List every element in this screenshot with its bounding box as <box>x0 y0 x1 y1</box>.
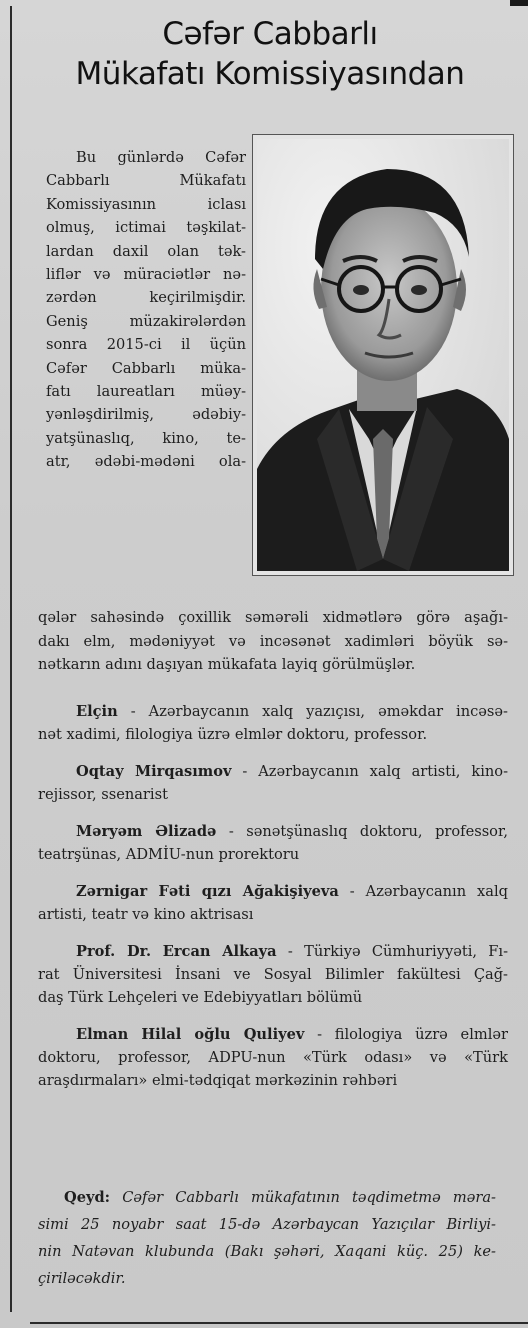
laureate-desc: - sənətşünaslıq doktoru, professor, <box>216 823 508 840</box>
laureate-desc: artisti, teatr və kino aktrisası <box>38 906 254 923</box>
intro-line: yatşünaslıq, kino, te- <box>46 429 246 447</box>
intro-line: sonra 2015-ci il üçün <box>46 336 246 354</box>
laureate-name: Elman Hilal oğlu Quliyev <box>76 1026 305 1043</box>
intro-line: qələr sahəsində çoxillik səmərəli xidmətlərə görə aşağı- <box>38 609 508 626</box>
laureate-name: Elçin <box>76 703 118 720</box>
article-headline <box>20 14 520 94</box>
intro-line: zərdən keçirilmişdir. <box>46 289 246 307</box>
laureate-desc: daş Türk Lehçeleri ve Edebiyyatları bölümü <box>38 989 363 1006</box>
note-block <box>38 1184 496 1292</box>
intro-line: Cabbarlı Mükafatı <box>46 172 246 190</box>
laureate-desc: - Türkiyə Cümhuriyyəti, Fı- <box>276 943 508 960</box>
intro-line: fatı laureatları müəy- <box>46 383 246 401</box>
headline-line-2: Mükafatı Komissiyasından <box>75 56 465 92</box>
intro-line: Bu günlərdə Cəfər <box>76 149 246 166</box>
laureate-desc: teatrşünas, ADMİU-nun prorektoru <box>38 846 300 863</box>
intro-narrow-column <box>46 146 246 474</box>
note-text: simi 25 noyabr saat 15-də Azərbaycan Yazıçılar Birliyi- <box>38 1216 496 1233</box>
laureate-desc: - Azərbaycanın xalq <box>338 883 508 900</box>
laureate-entry <box>38 940 508 1009</box>
laureate-entry <box>38 700 508 746</box>
note-text: Cəfər Cabbarlı mükafatının təqdimetmə mərа- <box>110 1189 496 1206</box>
laureate-name: Məryəm Əlizadə <box>76 823 217 840</box>
intro-line: olmuş, ictimai təşkilat- <box>46 219 246 237</box>
top-right-rule <box>510 0 528 6</box>
intro-line: nətkarın adını daşıyan mükafata layiq görülmüşlər. <box>38 656 416 673</box>
laureate-desc: nət xadimi, filologiya üzrə elmlər doktoru, professor. <box>38 726 428 743</box>
laureate-desc: rejissor, ssenarist <box>38 786 168 803</box>
intro-line: yənləşdirilmiş, ədəbiy- <box>46 406 246 424</box>
intro-full-width <box>38 606 508 677</box>
intro-line: Cəfər Cabbarlı müka- <box>46 359 246 377</box>
note-text: çiriləcəkdir. <box>38 1270 126 1287</box>
laureate-name: Prof. Dr. Ercan Alkaya <box>76 943 277 960</box>
portrait-photo-frame <box>252 134 514 576</box>
laureate-entry <box>38 880 508 926</box>
intro-line: dakı elm, mədəniyyət və incəsənət xadimləri böyük sə- <box>38 632 508 650</box>
portrait-image <box>257 139 509 571</box>
laureates-list <box>38 700 508 1106</box>
laureate-desc: doktoru, professor, ADPU-nun «Türk odası» və «Türk <box>38 1049 508 1066</box>
intro-line: Geniş müzakirələrdən <box>46 312 246 330</box>
laureate-desc: - Azərbaycanın xalq artisti, kino- <box>231 763 509 780</box>
intro-line: lardan daxil olan tək- <box>46 242 246 260</box>
headline-line-1: Cəfər Cabbarlı <box>162 16 378 52</box>
left-column-rule <box>10 6 12 1312</box>
laureate-name: Zərnigar Fəti qızı Ağakişiyeva <box>76 883 339 900</box>
laureate-name: Oqtay Mirqasımov <box>76 763 232 780</box>
intro-line: Komissiyasının iclası <box>46 195 246 213</box>
intro-line: atr, ədəbi-mədəni ola- <box>46 453 246 471</box>
laureate-desc: rat Üniversitesi İnsani ve Sosyal Bilimler fakültesi Çağ- <box>38 966 508 983</box>
laureate-entry <box>38 760 508 806</box>
laureate-desc: araşdırmaları» elmi-tədqiqat mərkəzinin rəhbəri <box>38 1072 398 1089</box>
laureate-entry <box>38 820 508 866</box>
portrait-photo <box>257 139 509 571</box>
laureate-entry <box>38 1023 508 1092</box>
note-text: nin Natəvan klubunda (Bakı şəhəri, Xaqani küç. 25) ke- <box>38 1243 496 1260</box>
note-label: Qeyd: <box>64 1189 111 1206</box>
intro-line: liflər və müraciətlər nə- <box>46 266 246 284</box>
laureate-desc: - filologiya üzrə elmlər <box>304 1026 508 1043</box>
laureate-desc: - Azərbaycanın xalq yazıçısı, əməkdar incəsə- <box>117 703 508 720</box>
bottom-rule <box>30 1322 528 1324</box>
